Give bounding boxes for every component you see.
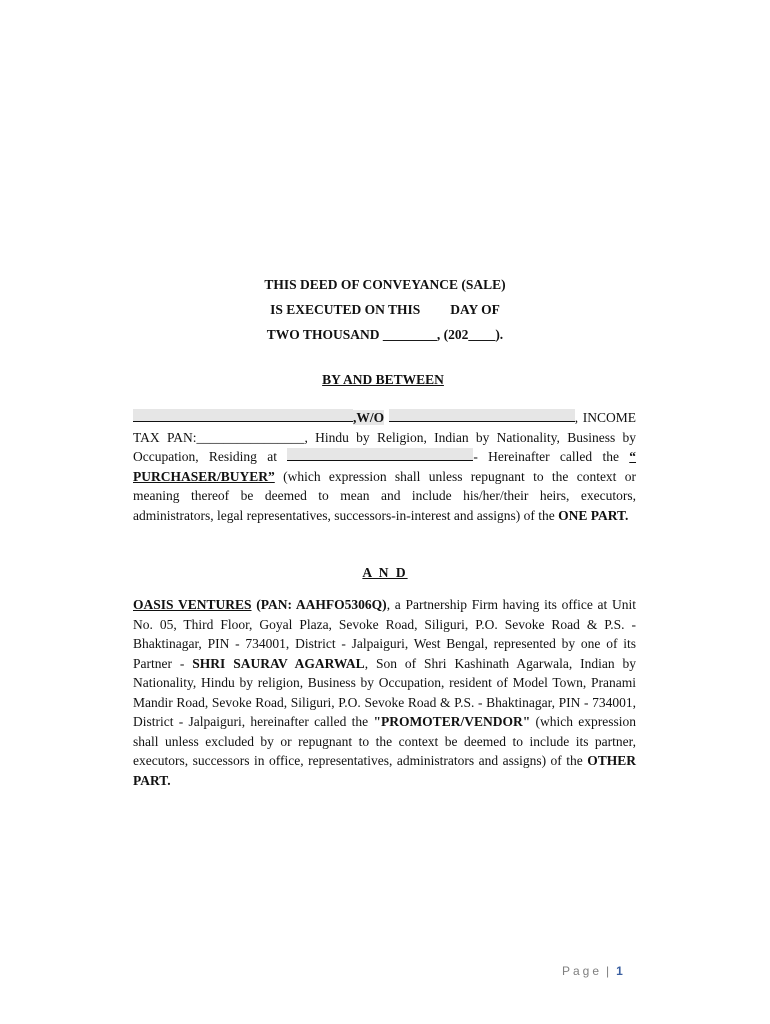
purchaser-desc-1: Hindu by Religion, Indian by Nationality, Business <box>307 429 616 445</box>
page-label: Page <box>562 964 603 978</box>
vendor-paragraph <box>133 595 636 790</box>
one-part-text: ONE PART. <box>558 507 629 523</box>
vendor-text-3: (which expression shall unless excluded by or repugnant to the context be deemed to include its partner, executors, successors in office, representatives, administrators and assigns) of the <box>133 714 636 768</box>
page-footer <box>562 964 623 978</box>
purchaser-name-blank <box>133 409 353 422</box>
purchaser-clause: (which expression shall unless repugnant to the context or meaning thereof be deemed to mean and include his/her/their heirs, executors, administrators, legal representatives, successors-in-interest and assigns) of the <box>133 468 636 523</box>
purchaser-desc-2: by Occupation, Residing at <box>133 429 637 464</box>
quote-open: “ <box>629 449 637 464</box>
vendor-text-2: , Son of Shri Kashinath Agarwala, Indian by Nationality, Hindu by religion, Business by Occupation, resident of Model Town, Pranami Mandir Road, Sevoke Road, Siliguri, P.O. Sevoke Road & P.S. - Bhaktinagar, PIN - 734001, District - Jalpaiguri, hereinafter called the <box>133 655 636 729</box>
other-part-text: OTHER PART. <box>133 753 636 788</box>
page-number: 1 <box>616 964 623 978</box>
executed-on-text: IS EXECUTED ON THIS <box>270 302 421 317</box>
wo-label: ,W/O <box>353 410 385 425</box>
purchaser-role: PURCHASER/BUYER” <box>133 468 275 484</box>
deed-title-line-3: TWO THOUSAND ________, (202____). <box>266 327 504 342</box>
vendor-pan: (PAN: AAHFO5306Q) <box>251 597 387 612</box>
hereinafter-text: - Hereinafter called the <box>473 449 630 464</box>
spouse-name-blank <box>389 409 575 422</box>
income-label: , INCOME <box>574 410 637 425</box>
vendor-name: OASIS VENTURES <box>133 597 252 612</box>
footer-separator: | <box>606 964 613 978</box>
deed-title-line-1: THIS DEED OF CONVEYANCE (SALE) <box>264 277 506 292</box>
partner-name: SHRI SAURAV AGARWAL <box>192 655 365 671</box>
address-blank <box>287 448 473 461</box>
deed-title-line-2 <box>0 302 770 318</box>
vendor-role: "PROMOTER/VENDOR" <box>373 714 531 729</box>
tax-pan-label: TAX PAN:________________, <box>133 429 308 445</box>
and-heading: A N D <box>362 565 408 580</box>
by-and-between-heading: BY AND BETWEEN <box>322 372 444 387</box>
day-of-text: DAY OF <box>450 302 500 317</box>
purchaser-paragraph <box>133 408 636 525</box>
vendor-text-1: , a Partnership Firm having its office at Unit No. 05, Third Floor, Goyal Plaza, Sevoke Road, Siliguri, P.O. Sevoke Road & P.S. - Bhaktinagar, PIN - 734001, District - Jalpaiguri, West Bengal, represented by one of its Partner - <box>133 597 636 671</box>
